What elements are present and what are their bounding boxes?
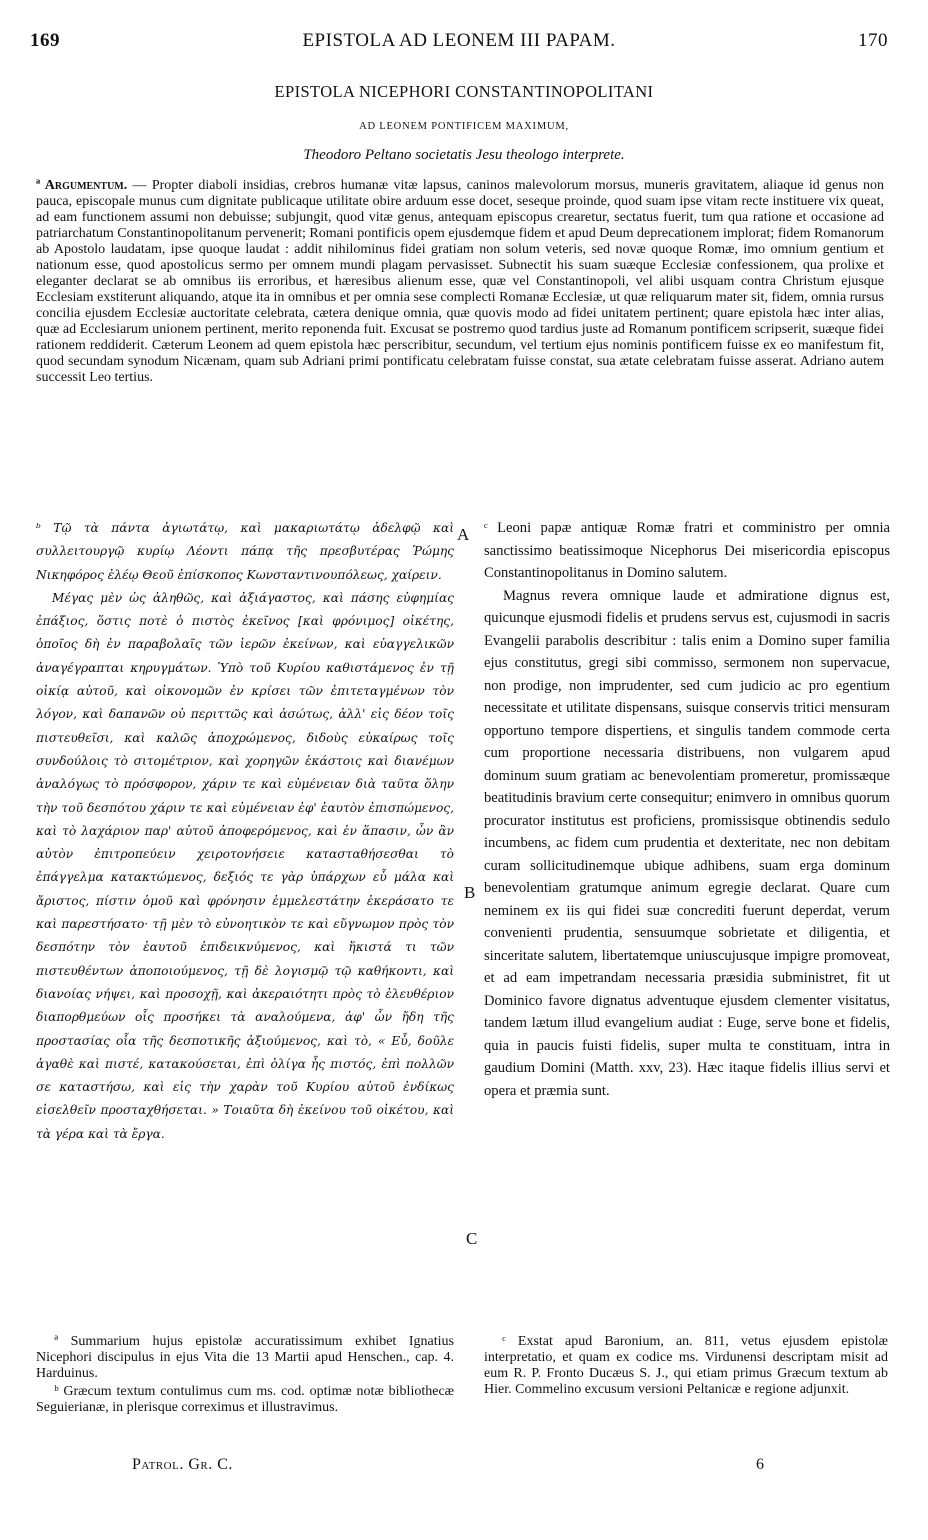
greek-salutation: ᵇ Τῷ τὰ πάντα ἁγιωτάτῳ, καὶ μακαριωτάτῳ ἀδελφῷ καὶ συλλειτουργῷ κυρίῳ Λέοντι πάπᾳ τῆς πρεσβυτέρας Ῥώμης Νικηφόρος ἐλέῳ Θεοῦ ἐπίσκοπος Κωνσταντινουπόλεως, χαίρειν. xyxy=(36,521,454,582)
footnote-a: ª Summarium hujus epistolæ accuratissimum exhibet Ignatius Nicephori discipulus in ejus Vita die 13 Martii apud Henschen., cap. 4. Harduinus. xyxy=(36,1334,454,1381)
footnotes-left xyxy=(36,1334,454,1418)
margin-marker-b: B xyxy=(464,883,476,902)
argument-paragraph xyxy=(36,178,884,386)
greek-column xyxy=(36,517,454,1146)
margin-marker-a: A xyxy=(457,525,470,544)
latin-body: Magnus revera omnique laude et admiratione dignus est, quicunque ejusmodi fidelis et prudens servus est, cujusmodi in sacris Evangelii parabolis describitur : talis enim a Domino super familia ejus constitutus, gregi sibi commisso, sermonem non supervacue, non prodige, non imprudenter, sed cum judicio ac pro egentium necessitate et utilitate dispensans, suisque conservis tritici mensuram opportuno tempore dispertiens, et singulis tandem commode certa cum proportione necessaria distribuens, non vulgarem apud dominum suum gratiam ac benevolentiam promeretur, promissæque beatitudinis bravium certe consequitur; enimvero in omnibus quorum procurator institutus est proficiens, promissisque obtinendis sedulo incumbens, ac fidem cum prudentia et dexteritate, nec non debitam curam sollicitudinemque ubique adhibens, suam erga dominum benevolentiam gratumque animum egregie declarat. Quare cum neminem ex iis qui fidei suæ concrediti fuerunt deperdat, verum convenienti prudentia, sensuumque sobrietate et diligentia, et sinceritate salutem, libertatemque uniuscujusque impigre promoveat, et ad eam impetrandam necessaria præsidia subministret, fit ut Dominico favore dignatus adventuque ejusdem clementer visitatus, tandem lætum illud evangelium audiat : Euge, serve bone et fidelis, quia in paucis fuisti fidelis, super multa te constituam, intra in gaudium Domini (Matth. xxv, 23). Hæc itaque fidelis illius servi et opera et præmia sunt. xyxy=(484,587,890,1099)
footnote-c: ᶜ Exstat apud Baronium, an. 811, vetus ejusdem epistolæ interpretatio, et quam ex codice ms. Virdunensi descriptam misit ad eum R. P. Fronto Ducæus S. J., qui etiam primus Græcum textum ab Hier. Commelino excusum versioni Peltanicæ e regione adjunxit. xyxy=(484,1334,888,1397)
footer-signature: Patrol. Gr. C. xyxy=(132,1456,233,1473)
argument-text: — Propter diaboli insidias, crebros humanæ vitæ lapsus, caninos malevolorum morsus, muneris gravitatem, aliaque id genus non pauca, episcopale munus cum dignitate publicaque utilitate obire arduum esse docet, seseque proinde, quod suam ipse vitam recte instituere vix queat, ad eam functionem assumi non debuisse; subjungit, quod vitæ genus, antequam episcopus crearetur, sectatus fuerit, tum qua ratione et occasione ad patriarchatum Constantinopolitanum pervenerit; Romani pontificis opem ejusdemque fidem et apud Deum deprecationem implorat; fidem Romanorum ab Apostolo laudatam, ipse quoque laudat : addit nihilominus fidei gratiam non solum veteris, sed novæ quoque Romæ, imo omnium gentium et nationum esse, quod apostolicus sermo per omnem mundi plagam pervasisset. Subnectit his suam suæque Ecclesiæ confessionem, qua prolixe et eleganter declarat se ab omnibus iis erroribus, et hæresibus alienum esse, quæ vel Constantinopoli, vel alibi usquam contra Christum ejusque Ecclesiam exstiterunt aliquando, atque ita in omnibus et per omnia sese complecti Romanæ Ecclesiæ, ut quæ reliquarum mater sit, fidem, omnia rursus concilia ejusdem Ecclesiæ auctoritate celebrata, cætera denique omnia, quæ quovis modo ad fidei unitatem pertinent; quare epistola hæc inter alias, quæ ad Ecclesiarum unionem pertinent, merito reponenda fuit. Excusat se postremo quod tardius juste ad Romanum pontificem scripserit, suæque fidei rationem reddiderit. Cæterum Leonem ad quem epistola hæc perscribitur, secundum, vel tertium ejus nominis pontificem fuisse ex eo manifestum fit, quod secundam synodum Nicænam, quam sub Adriani primi pontificatu celebratam fuisse constat, sua ætate celebratam fuisse asserat. Adriano autem successit Leo tertius. xyxy=(36,178,884,385)
margin-marker-c: C xyxy=(466,1229,478,1248)
page-number-left: 169 xyxy=(30,30,60,51)
footnote-b: ᵇ Græcum textum contulimus cum ms. cod. optimæ notæ bibliothecæ Seguierianæ, in plerisque correximus et illustravimus. xyxy=(36,1384,454,1415)
epistle-title: EPISTOLA NICEPHORI CONSTANTINOPOLITANI xyxy=(274,82,654,101)
running-head xyxy=(30,30,888,60)
page-number-right: 170 xyxy=(858,30,888,51)
interpreter-line: Theodoro Peltano societatis Jesu theologo interprete. xyxy=(303,147,625,163)
epistle-subtitle: AD LEONEM PONTIFICEM MAXIMUM, xyxy=(359,121,569,132)
running-title: EPISTOLA AD LEONEM III PAPAM. xyxy=(302,30,616,51)
argument-lead: ª Argumentum. xyxy=(36,178,128,193)
footer-sheet-number: 6 xyxy=(756,1456,764,1473)
latin-salutation: ᶜ Leoni papæ antiquæ Romæ fratri et comministro per omnia sanctissimo beatissimoque Nicephorus Dei misericordia episcopus Constantinopolitanus in Domino salutem. xyxy=(484,520,890,581)
greek-body: Μέγας μὲν ὡς ἀληθῶς, καὶ ἀξιάγαστος, καὶ πάσης εὐφημίας ἐπάξιος, ὅστις ποτὲ ὁ πιστὸς ἐκεῖνος [καὶ φρόνιμος] οἰκέτης, ὁποῖος δὴ ἐν παραβολαῖς τῶν ἱερῶν ἐκείνων, καὶ εὐαγγελικῶν ἀναγέγραπται κηρυγμάτων. Ὑπὸ τοῦ Κυρίου καθιστάμενος ἐν τῇ οἰκίᾳ αὐτοῦ, καὶ οἰκονομῶν ἐν κρίσει τῶν ἐπιτεταγμένων τὸν λόγον, καὶ δαπανῶν οὐ περιττῶς καὶ ἀσώτως, ἀλλ' εἰς δέον τοῖς πιστευθεῖσι, καὶ καλῶς ἀποχρώμενος, διδοὺς εὐκαίρως τοῖς συνδούλοις τὸ σιτομέτριον, καὶ χορηγῶν ἑκάστοις καὶ διανέμων ἀναλόγως τὸ πρόσφορον, χάριν τε καὶ εὐμένειαν διὰ ταῦτα ὅλην τὴν τοῦ δεσπότου χάριν τε καὶ εὐμένειαν ἐφ' ἑαυτὸν ἐπισπώμενος, καὶ τὸ λαχάριον παρ' αὐτοῦ ἀποφερόμενος, καὶ ἐν ἅπασιν, ὧν ἂν αὐτὸν ἐπιτροπεύειν χειροτονήσειε κατασταθήσεσθαι τὸ ἐπάγγελμα κατακτώμενος, δεξιός τε γὰρ ὑπάρχων εὖ μάλα καὶ ἄριστος, πίστιν ὁμοῦ καὶ φρόνησιν ἐμμελεστάτην ἐκεράσατο τε καὶ παρεστήσατο· τῇ μὲν τὸ εὐνοητικὸν τε καὶ εὔγνωμον πρὸς τὸν δεσπότην τὸν ἑαυτοῦ ἐπιδεικνύμενος, καὶ ἥκιστά τι τῶν πιστευθέντων ἀποποιούμενος, τῇ δὲ λογισμῷ τῷ καθήκοντι, καὶ διανοίας νήψει, καὶ προσοχῇ, καὶ ἀκεραιότητι πρὸς τὸ ἐλευθέριον διαπορθμεύων οἷς προσήκει τὰ αναλούμενα, ἀφ' ὧν ἤδη τῆς προστασίας οἷα τῆς δεσποτικῆς ἀξιούμενος, καὶ τὸ, « Εὖ, δοῦλε ἀγαθὲ καὶ πιστέ, κατακούσεται, ἐπὶ ὀλίγα ἧς πιστός, ἐπὶ πολλῶν σε καταστήσω, καὶ εἰς τὴν χαρὰν τοῦ Κυρίου αὐτοῦ ἐνδίκως εἰσελθεῖν προσταχθήσεται. » Τοιαῦτα δὴ ἐκείνου τοῦ οἰκέτου, καὶ τὰ γέρα καὶ τὰ ἔργα. xyxy=(36,590,454,1141)
footnotes-right xyxy=(484,1334,888,1400)
latin-column xyxy=(484,517,890,1102)
